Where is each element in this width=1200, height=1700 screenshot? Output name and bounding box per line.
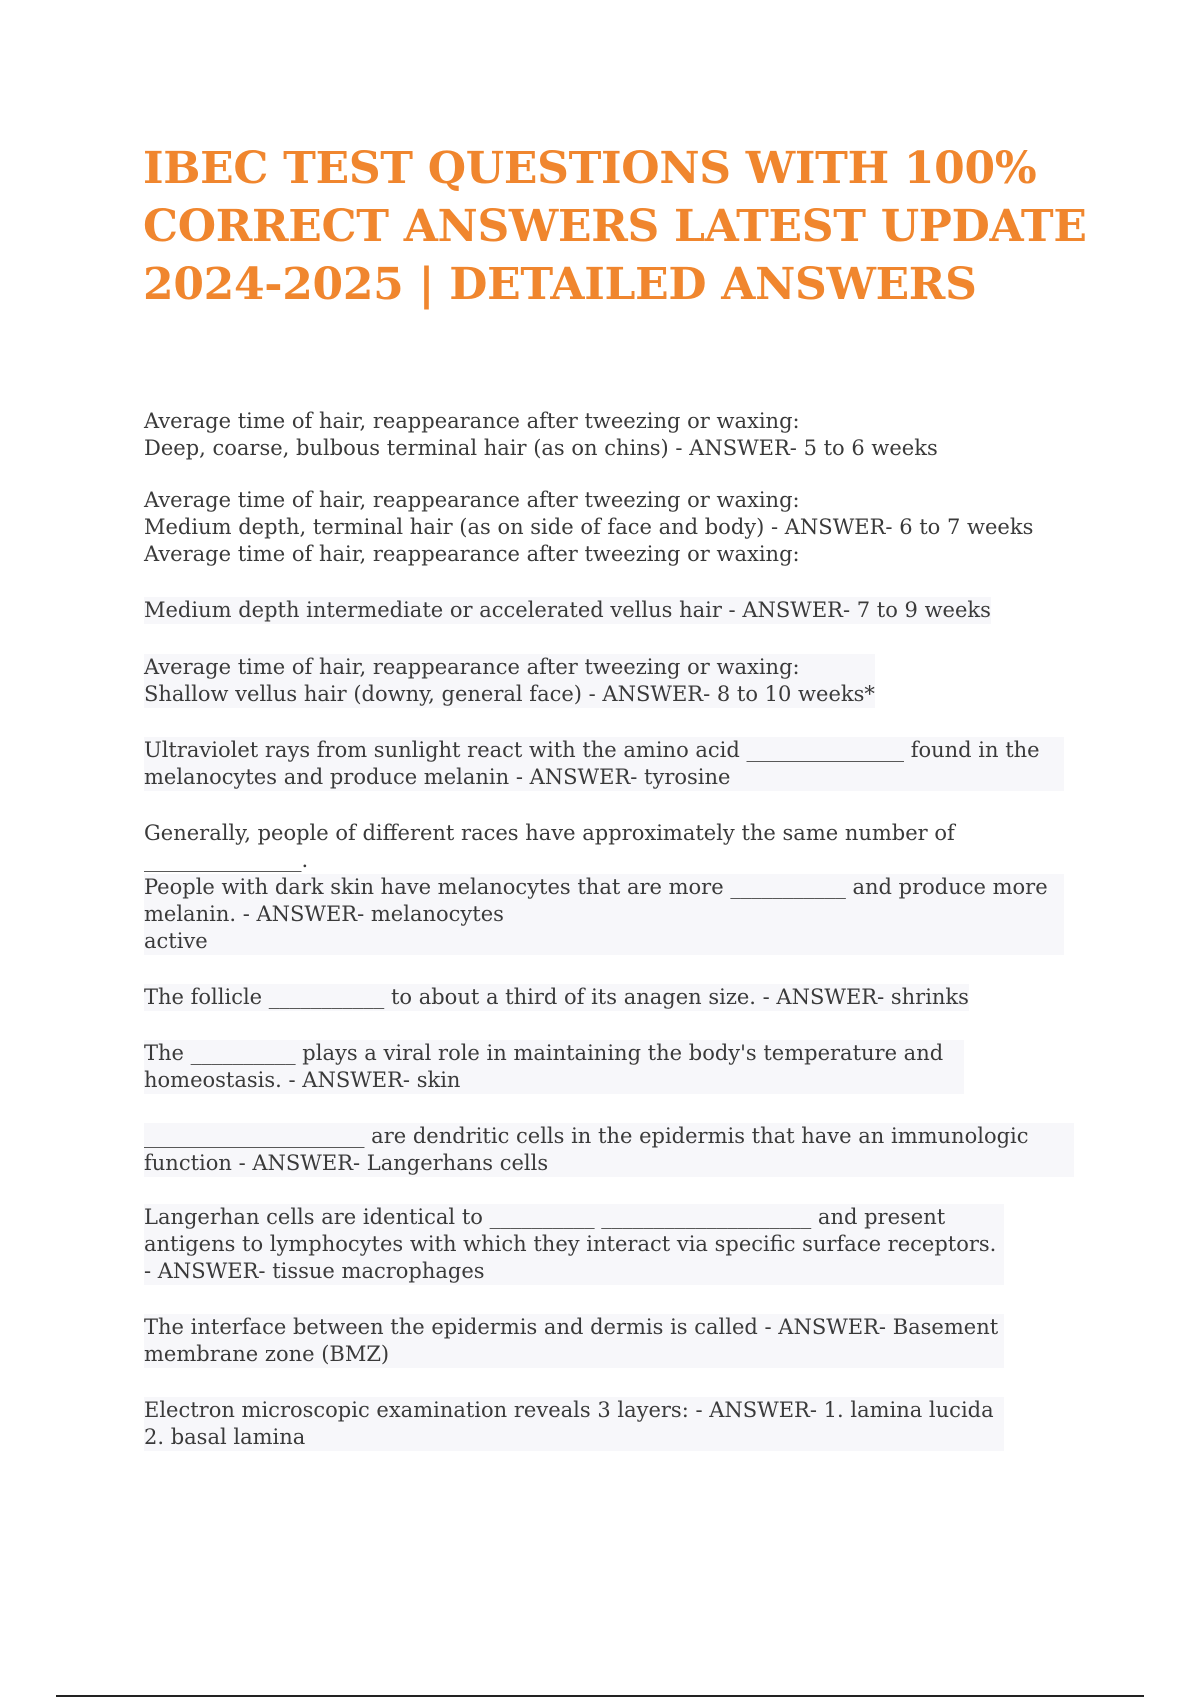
qa-item: The __________ plays a viral role in maintaining the body's temperature and homeostasis. - ANSWER- skin bbox=[144, 1040, 964, 1094]
qa-item: Average time of hair, reappearance after tweezing or waxing: Medium depth, terminal hair (as on side of face and body) - ANSWER- 6 to 7 weeks Average time of hair, reappearance after tweezing or waxing: bbox=[144, 488, 1034, 566]
qa-item: _____________________ are dendritic cells in the epidermis that have an immunologic function - ANSWER- Langerhans cells bbox=[144, 1123, 1074, 1177]
qa-item: Langerhan cells are identical to __________ ____________________ and present antigens to lymphocytes with which they interact via specific surface receptors. - ANSWER- tissue macrophages bbox=[144, 1204, 1004, 1285]
qa-item: The interface between the epidermis and dermis is called - ANSWER- Basement membrane zone (BMZ) bbox=[144, 1314, 1004, 1368]
qa-item: The follicle ___________ to about a third of its anagen size. - ANSWER- shrinks bbox=[144, 985, 969, 1009]
qa-item: Generally, people of different races have approximately the same number of _______________. bbox=[144, 821, 955, 872]
qa-item: Average time of hair, reappearance after tweezing or waxing: Deep, coarse, bulbous terminal hair (as on chins) - ANSWER- 5 to 6 weeks bbox=[144, 409, 938, 460]
bottom-divider bbox=[56, 1695, 1144, 1697]
qa-item: People with dark skin have melanocytes that are more ___________ and produce more melanin. - ANSWER- melanocytes active bbox=[144, 874, 1064, 955]
qa-item: Ultraviolet rays from sunlight react with the amino acid _______________ found in the melanocytes and produce melanin - ANSWER- tyrosine bbox=[144, 737, 1064, 791]
qa-item: Average time of hair, reappearance after tweezing or waxing: Shallow vellus hair (downy, general face) - ANSWER- 8 to 10 weeks* bbox=[144, 655, 875, 706]
qa-item: Electron microscopic examination reveals 3 layers: - ANSWER- 1. lamina lucida 2. basal lamina bbox=[144, 1397, 1004, 1451]
qa-item: Medium depth intermediate or accelerated vellus hair - ANSWER- 7 to 9 weeks bbox=[144, 598, 991, 622]
document-title: IBEC TEST QUESTIONS WITH 100% CORRECT ANSWERS LATEST UPDATE 2024-2025 | DETAILED ANSWERS bbox=[143, 143, 1087, 310]
